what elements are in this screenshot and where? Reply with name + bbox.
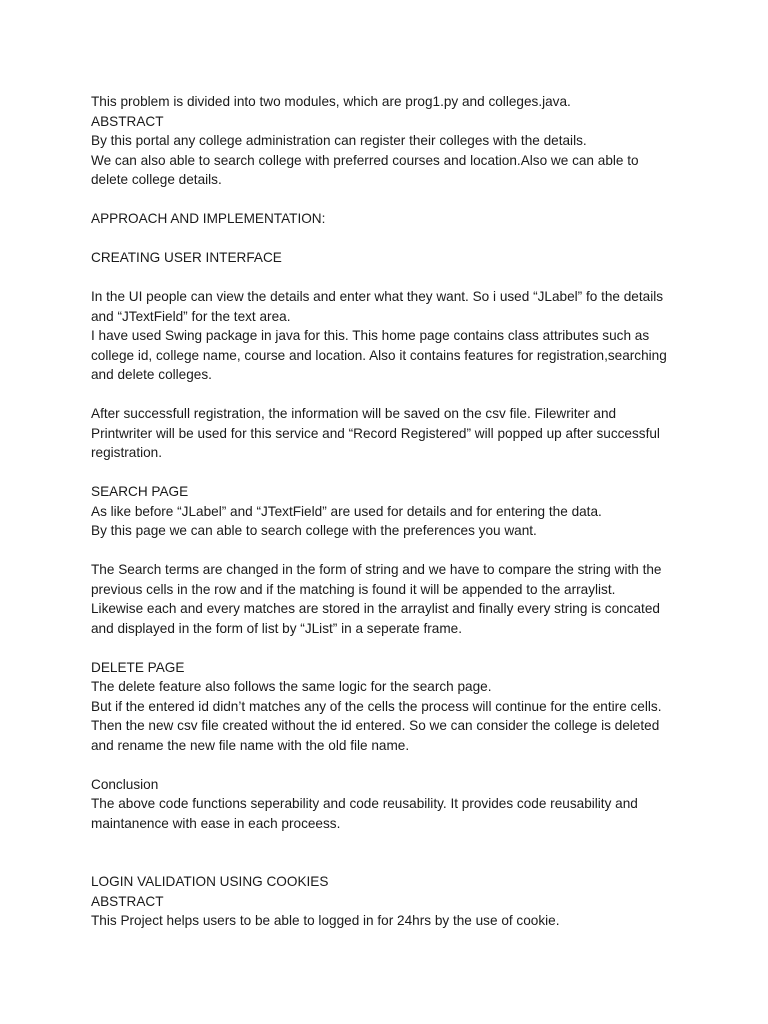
ui-heading: CREATING USER INTERFACE xyxy=(91,250,282,265)
ui-paragraph-1 xyxy=(91,287,691,385)
paragraph-line: By this page we can able to search college with the preferences you want. xyxy=(91,523,537,538)
search-heading: SEARCH PAGE xyxy=(91,484,189,499)
intro-line: By this portal any college administration can register their colleges with the details. xyxy=(91,133,587,148)
intro-section xyxy=(91,92,691,190)
paragraph-line: and delete colleges. xyxy=(91,367,212,382)
paragraph-line: But if the entered id didn’t matches any of the cells the process will continue for the entire cells. xyxy=(91,698,662,714)
paragraph-line: Printwriter will be used for this service and “Record Registered” will popped up after successful xyxy=(91,425,660,441)
paragraph-line: and displayed in the form of list by “JList” in a seperate frame. xyxy=(91,620,462,636)
paragraph-line: college id, college name, course and location. Also it contains features for registration,searching xyxy=(91,347,667,363)
paragraph-line: The above code functions seperability and code reusability. It provides code reusability and xyxy=(91,796,638,811)
intro-line: This problem is divided into two modules, which are prog1.py and colleges.java. xyxy=(91,94,571,109)
paragraph-line: Then the new csv file created without the id entered. So we can consider the college is deleted xyxy=(91,718,660,733)
search-section xyxy=(91,482,691,638)
paragraph-spacer xyxy=(91,463,691,483)
paragraph-spacer xyxy=(91,190,691,210)
paragraph-spacer xyxy=(91,638,691,658)
paragraph-line: and “JTextField” for the text area. xyxy=(91,308,291,324)
login-heading: LOGIN VALIDATION USING COOKIES xyxy=(91,874,329,889)
paragraph-line: This Project helps users to be able to logged in for 24hrs by the use of cookie. xyxy=(91,913,560,928)
paragraph-spacer xyxy=(91,385,691,405)
paragraph-line: After successfull registration, the information will be saved on the csv file. Filewriter and xyxy=(91,406,617,421)
conclusion-section xyxy=(91,775,691,834)
delete-heading: DELETE PAGE xyxy=(91,659,185,675)
paragraph-line: The Search terms are changed in the form of string and we have to compare the string with the xyxy=(91,562,662,577)
paragraph-spacer xyxy=(91,755,691,775)
paragraph-line: In the UI people can view the details and enter what they want. So i used “JLabel” fo the details xyxy=(91,289,664,304)
paragraph-line: maintanence with ease in each proceess. xyxy=(91,815,341,831)
intro-line: delete college details. xyxy=(91,172,222,187)
document-page xyxy=(91,92,691,931)
delete-section xyxy=(91,658,691,756)
login-section xyxy=(91,872,691,931)
abstract-heading: ABSTRACT xyxy=(91,113,164,129)
paragraph-spacer xyxy=(91,833,691,853)
conclusion-heading: Conclusion xyxy=(91,776,159,792)
paragraph-spacer xyxy=(91,229,691,249)
paragraph-spacer xyxy=(91,541,691,561)
paragraph-line: As like before “JLabel” and “JTextField” are used for details and for entering the data. xyxy=(91,503,602,519)
approach-heading: APPROACH AND IMPLEMENTATION: xyxy=(91,211,326,226)
paragraph-line: registration. xyxy=(91,445,163,460)
paragraph-line: I have used Swing package in java for this. This home page contains class attributes such as xyxy=(91,328,650,343)
paragraph-line: The delete feature also follows the same logic for the search page. xyxy=(91,679,492,694)
paragraph-line: and rename the new file name with the old file name. xyxy=(91,737,410,753)
login-abstract-heading: ABSTRACT xyxy=(91,893,164,909)
ui-paragraph-2 xyxy=(91,404,691,463)
paragraph-line: Likewise each and every matches are stored in the arraylist and finally every string is concated xyxy=(91,601,660,616)
paragraph-spacer xyxy=(91,853,691,873)
intro-line: We can also able to search college with preferred courses and location.Also we can able to xyxy=(91,152,639,168)
paragraph-spacer xyxy=(91,268,691,288)
paragraph-line: previous cells in the row and if the matching is found it will be appended to the arraylist. xyxy=(91,581,616,597)
